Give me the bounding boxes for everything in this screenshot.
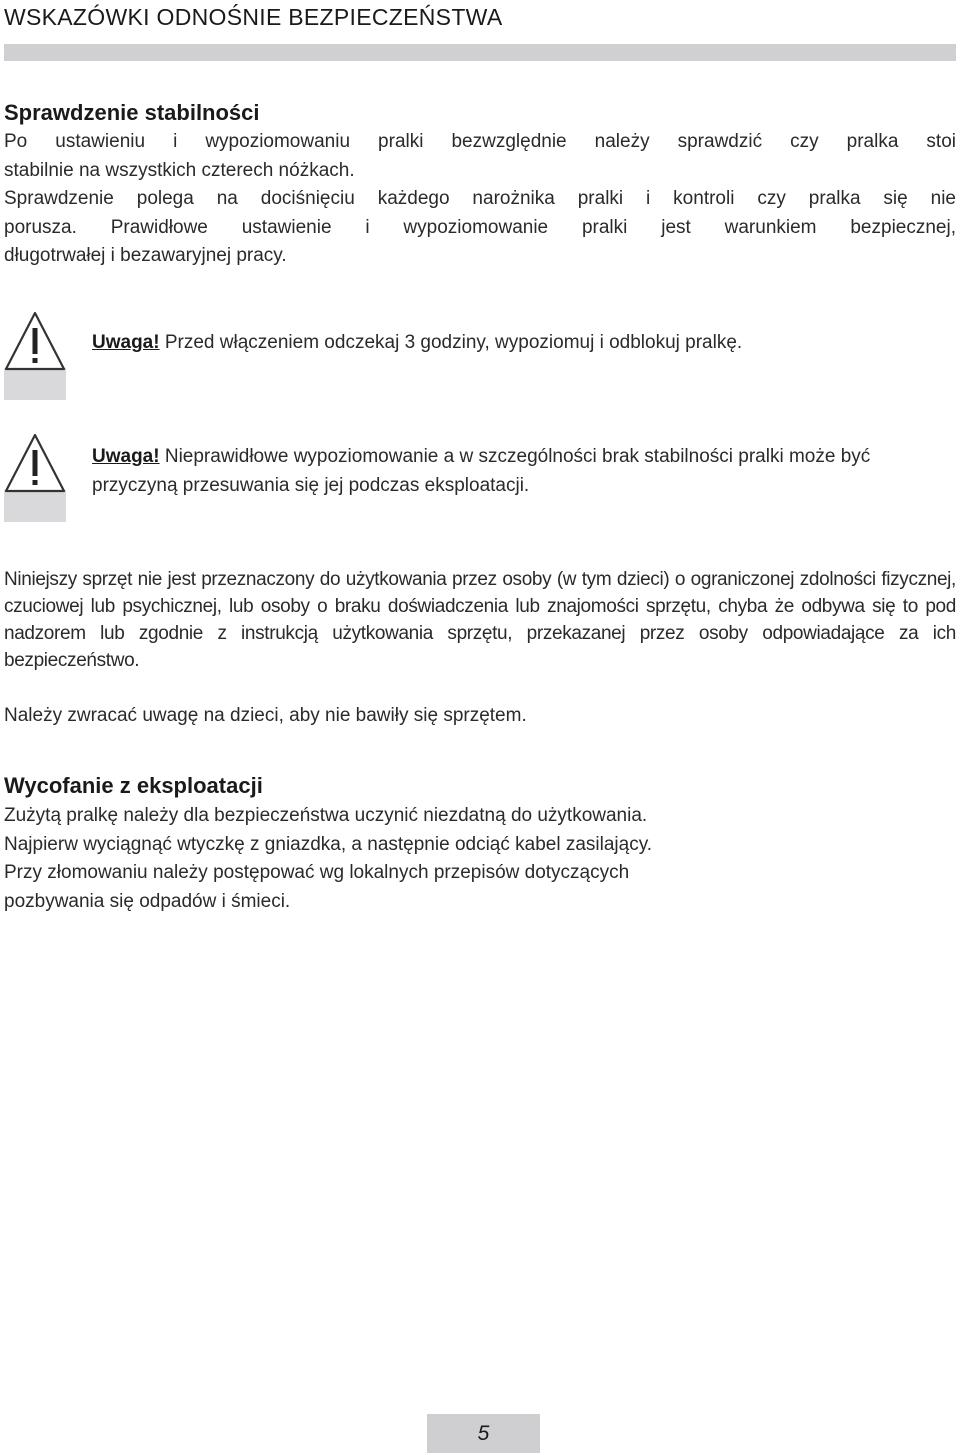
stability-line: długotrwałej i bezawaryjnej pracy. <box>4 245 287 266</box>
warning-label: Uwaga! <box>92 332 160 353</box>
warning-text <box>92 329 956 358</box>
stability-line: Po ustawieniu i wypoziomowaniu pralki bezwzględnie należy sprawdzić czy pralka stoi <box>4 131 956 152</box>
stability-heading: Sprawdzenie stabilności <box>4 100 260 125</box>
warning-triangle-icon <box>4 312 66 402</box>
decommission-paragraph <box>4 802 956 916</box>
stability-line: stabilnie na wszystkich czterech nóżkach. <box>4 159 355 181</box>
page-title: WSKAZÓWKI ODNOŚNIE BEZPIECZEŃSTWA <box>4 4 503 30</box>
decommission-line: Przy złomowaniu należy postępować wg lokalnych przepisów dotyczących <box>4 862 630 883</box>
children-notice: Należy zwracać uwagę na dzieci, aby nie bawiły się sprzętem. <box>4 705 527 726</box>
warning-message: Nieprawidłowe wypoziomowanie a w szczególności brak stabilności pralki może być przyczyną przesuwania się jej podczas eksploatacji. <box>92 446 871 496</box>
page-number: 5 <box>427 1414 540 1453</box>
warning-triangle-icon <box>4 434 66 524</box>
decommission-line: Najpierw wyciągnąć wtyczkę z gniazdka, a następnie odciąć kabel zasilający. <box>4 833 653 855</box>
stability-paragraph <box>4 128 956 271</box>
title-rule <box>4 44 956 61</box>
warning-text <box>92 443 956 500</box>
warning-label: Uwaga! <box>92 446 160 467</box>
decommission-line: pozbywania się odpadów i śmieci. <box>4 890 291 912</box>
disability-notice: Niniejszy sprzęt nie jest przeznaczony do użytkowania przez osoby (w tym dzieci) o ograniczonej zdolności fizycznej, czuciowej lub psychicznej, lub osoby o braku doświadczenia lub znajomości sprzętu, chyba że odbywa się to pod nadzorem lub zgodnie z instrukcją użytkowania sprzętu, przekazanej przez osoby odpowiadające za ich bezpieczeństwo. <box>4 569 956 671</box>
stability-line: Sprawdzenie polega na dociśnięciu każdego narożnika pralki i kontroli czy pralka się nie <box>4 188 956 209</box>
decommission-heading: Wycofanie z eksploatacji <box>4 773 263 798</box>
warning-message: Przed włączeniem odczekaj 3 godziny, wypoziomuj i odblokuj pralkę. <box>159 332 743 353</box>
decommission-line: Zużytą pralkę należy dla bezpieczeństwa uczynić niezdatną do użytkowania. <box>4 805 648 826</box>
stability-line: porusza. Prawidłowe ustawienie i wypoziomowanie pralki jest warunkiem bezpiecznej, <box>4 216 956 238</box>
